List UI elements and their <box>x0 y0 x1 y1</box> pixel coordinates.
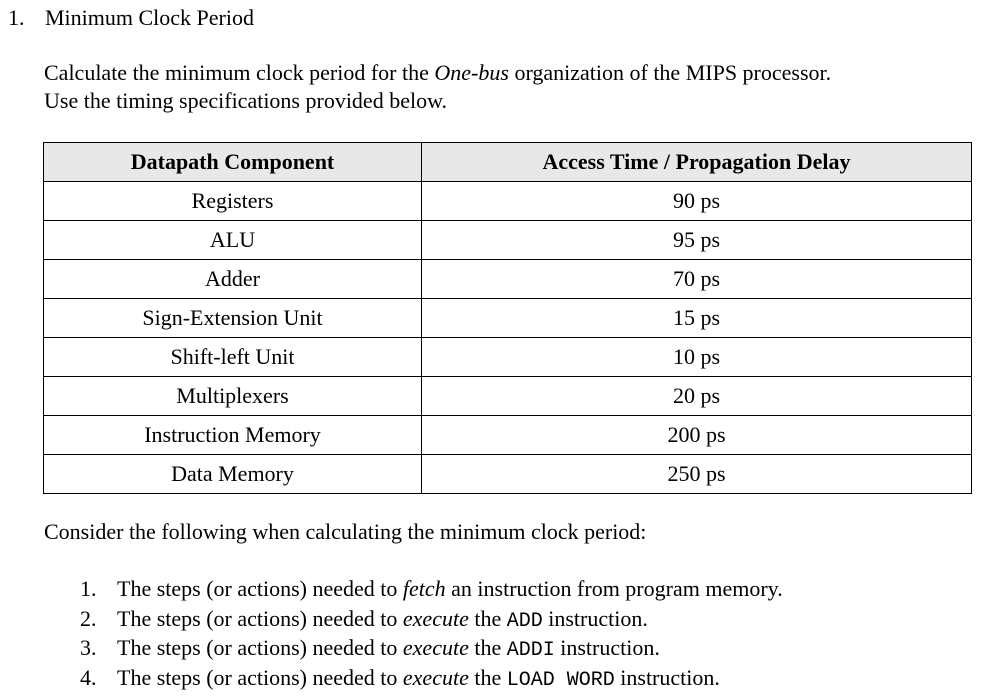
delay-cell: 90 ps <box>422 182 972 221</box>
timing-spec-table <box>43 142 972 494</box>
instruction-code: ADDI <box>506 639 555 662</box>
step-number: 2. <box>80 605 97 631</box>
component-cell: Instruction Memory <box>44 416 422 455</box>
table-row <box>44 299 972 338</box>
table-row <box>44 377 972 416</box>
table-row <box>44 455 972 494</box>
delay-cell: 250 ps <box>422 455 972 494</box>
list-item <box>80 574 783 604</box>
step-text: The steps (or actions) needed to <box>117 635 403 660</box>
step-text: the <box>468 635 507 660</box>
intro-paragraph <box>44 59 831 115</box>
instruction-code: ADD <box>506 609 543 633</box>
intro-line-1 <box>44 59 831 87</box>
step-text: the <box>468 605 507 631</box>
step-text: instruction. <box>554 635 660 660</box>
section-heading <box>8 4 254 32</box>
component-cell: Multiplexers <box>44 377 422 416</box>
delay-cell: 95 ps <box>422 221 972 260</box>
delay-cell: 200 ps <box>422 416 972 455</box>
step-text: The steps (or actions) needed to <box>117 664 403 690</box>
header-delay: Access Time / Propagation Delay <box>422 143 972 182</box>
step-number: 3. <box>80 635 97 660</box>
delay-cell: 70 ps <box>422 260 972 299</box>
list-item <box>80 663 783 693</box>
table-row <box>44 416 972 455</box>
step-text: instruction. <box>542 605 648 631</box>
step-emphasis: fetch <box>402 576 446 601</box>
intro-line-2: Use the timing specifications provided below. <box>44 88 448 113</box>
step-text: an instruction from program memory. <box>445 576 783 601</box>
step-text: the <box>468 664 507 690</box>
component-cell: ALU <box>44 221 422 260</box>
delay-cell: 10 ps <box>422 338 972 377</box>
steps-list <box>80 574 783 692</box>
delay-cell: 20 ps <box>422 377 972 416</box>
component-cell: Shift-left Unit <box>44 338 422 377</box>
component-cell: Registers <box>44 182 422 221</box>
consider-text: Consider the following when calculating the minimum clock period: <box>44 519 647 544</box>
list-item <box>80 633 783 663</box>
delay-cell: 15 ps <box>422 299 972 338</box>
step-text: instruction. <box>614 664 720 690</box>
intro-text: organization of the MIPS processor. <box>508 60 832 85</box>
table-row <box>44 221 972 260</box>
component-cell: Data Memory <box>44 455 422 494</box>
table-row <box>44 260 972 299</box>
step-number: 1. <box>80 576 97 601</box>
header-component: Datapath Component <box>44 143 422 182</box>
step-number: 4. <box>80 664 97 690</box>
section-number: 1. <box>8 5 25 30</box>
list-item <box>80 604 783 634</box>
step-text: The steps (or actions) needed to <box>117 605 403 631</box>
step-emphasis: execute <box>402 635 469 660</box>
intro-text: Calculate the minimum clock period for the <box>44 60 435 85</box>
section-title: Minimum Clock Period <box>45 5 254 30</box>
table-header-row <box>44 143 972 182</box>
table-row <box>44 182 972 221</box>
component-cell: Adder <box>44 260 422 299</box>
intro-emphasis: One-bus <box>434 60 509 85</box>
step-emphasis: execute <box>402 605 469 631</box>
instruction-code: LOAD WORD <box>506 668 615 692</box>
component-cell: Sign-Extension Unit <box>44 299 422 338</box>
table-row <box>44 338 972 377</box>
step-emphasis: execute <box>402 664 469 690</box>
step-text: The steps (or actions) needed to <box>117 576 403 601</box>
